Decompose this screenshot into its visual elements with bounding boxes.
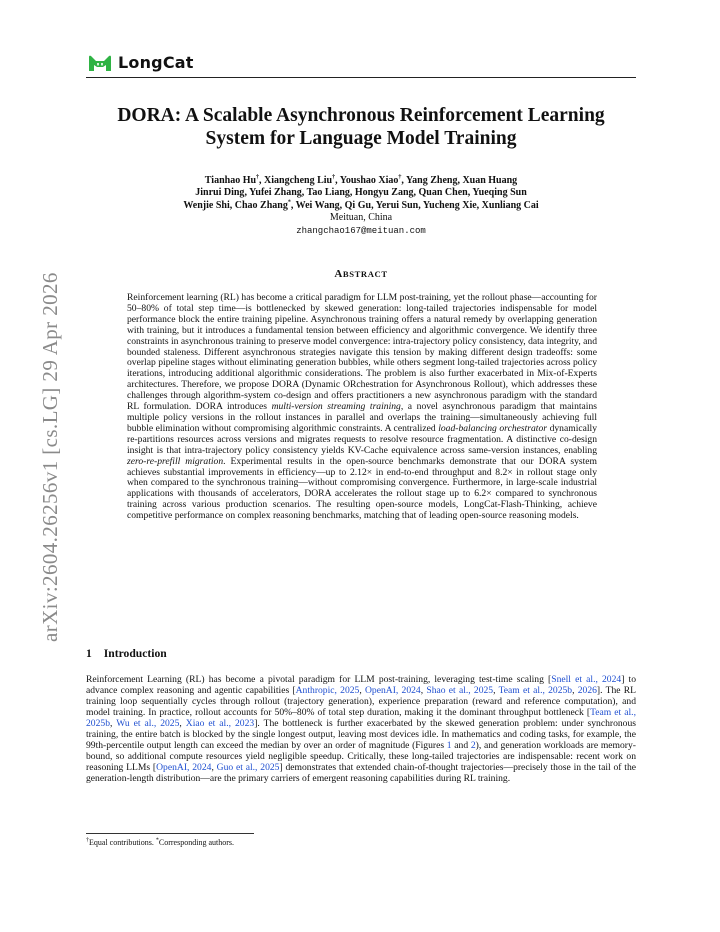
- footnote-text: Equal contributions.: [89, 838, 156, 847]
- citation-link[interactable]: 2: [470, 739, 476, 751]
- longcat-cat-icon: [88, 54, 112, 72]
- citation-link[interactable]: Team et al., 2025b: [86, 706, 636, 729]
- citation-link[interactable]: Shao et al., 2025: [426, 684, 494, 696]
- footnote-rule: [86, 833, 254, 834]
- citation-link[interactable]: 2026: [577, 684, 597, 696]
- header-rule: [86, 77, 636, 78]
- citation-link[interactable]: OpenAI, 2024: [156, 761, 212, 773]
- author-line: Jinrui Ding, Yufei Zhang, Tao Liang, Hongyu Zang, Quan Chen, Yueqing Sun: [195, 187, 527, 199]
- citation-link[interactable]: Xiao et al., 2023: [185, 717, 255, 729]
- body-text: , a novel asynchronous paradigm that maintains multiple policy versions in the rollout instances in parallel and overlaps the training—simultaneously achieving full bubble elimination without compromising algorithmic constraints. A centralized: [127, 401, 597, 434]
- body-text: ,: [420, 684, 427, 696]
- abstract-heading: [86, 268, 636, 280]
- footnote: [86, 838, 234, 847]
- abstract-paragraph: [127, 293, 597, 522]
- author-name: Tao Liang: [306, 187, 350, 199]
- citation-link[interactable]: Wu et al., 2025: [116, 717, 180, 729]
- paper-title: [86, 104, 636, 150]
- emphasis-text: load-balancing orchestrator: [438, 422, 548, 434]
- body-text: ] demonstrates that extended chain-of-thought trajectories—precisely those in the tail of the generation-length distribution—are the primary carriers of emergent reasoning capabilities during RL training.: [86, 761, 636, 784]
- author-name: Xiangcheng Liu: [264, 175, 333, 186]
- author-name: Wenjie Shi: [183, 199, 230, 211]
- author-name: Xunliang Cai: [481, 199, 539, 211]
- body-text: Reinforcement Learning (RL) has become a pivotal paradigm for LLM post-training, leveraging test-time scaling [: [86, 674, 552, 685]
- author-name: Hongyu Zang: [354, 187, 414, 199]
- abstract-heading-rest: BSTRACT: [342, 269, 388, 279]
- emphasis-text: multi-version streaming training: [271, 401, 401, 413]
- author-name: Youshao Xiao: [339, 175, 399, 186]
- author-name: Wei Wang: [295, 199, 340, 211]
- author-name: Tianhao Hu: [204, 175, 257, 186]
- body-text: ), and generation workloads are memory-bound, so additional compute resources yield negligible speedup. Critically, these long-tailed trajectories are indispensable: recent work on reasoning LLMs [: [86, 739, 636, 773]
- author-name: Yufei Zhang: [249, 187, 302, 199]
- citation-link[interactable]: Anthropic, 2025: [295, 684, 360, 696]
- body-text: ,: [493, 684, 499, 696]
- abstract-body: [127, 293, 597, 522]
- citation-link[interactable]: 1: [446, 739, 452, 751]
- body-text: . Experimental results in the open-source benchmarks demonstrate that our DORA system achieves substantial improvements in efficiency—up to 2.12× in end-to-end throughput and 8.2× in rollout stage only when compared to the synchronous training—without compromising convergence. Furthermore, in large-scale industrial applications with thousands of accelerators, DORA accelerates the rollout stage up to 6.2× compared to synchronous training across various production scenarios. The resulting open-source models, LongCat-Flash-Thinking, achieve competitive performance on complex reasoning benchmarks, matching that of leading open-source reasoning models.: [127, 455, 598, 522]
- section-number: 1: [86, 647, 92, 660]
- body-text: ] to advance complex reasoning and agentic capabilities [: [86, 674, 636, 696]
- paper-title-line: System for Language Model Training: [205, 128, 517, 149]
- section-title: Introduction: [103, 647, 167, 660]
- emphasis-text: zero-re-prefill migration: [127, 455, 224, 467]
- body-text: ]. The bottleneck is further exacerbated by the skewed generation problem: under synchronous training, the entire batch is blocked by the single longest output, leaving most devices idle. In mathematics and coding tasks, for example, the 99th-percentile output length can exceed the median by over an order of magnitude (Figures: [86, 717, 636, 751]
- citation-link[interactable]: Snell et al., 2024: [551, 674, 622, 685]
- author-name: Yueqing Sun: [472, 187, 527, 199]
- author-mark: †: [256, 174, 260, 181]
- footnote-mark: †: [86, 837, 89, 844]
- introduction-body: [86, 675, 636, 785]
- author-block: [86, 175, 636, 237]
- author-name: Xuan Huang: [462, 175, 518, 186]
- footnote-mark: *: [155, 837, 159, 844]
- introduction-paragraph: [86, 675, 636, 785]
- author-line: Wenjie Shi, Chao Zhang*, Wei Wang, Qi Gu, Yerui Sun, Yucheng Xie, Xunliang Cai: [183, 199, 539, 211]
- author-name: Yerui Sun: [375, 199, 419, 211]
- arxiv-stamp: arXiv:2604.26256v1 [cs.LG] 29 Apr 2026: [38, 272, 62, 642]
- author-name: Yang Zheng: [406, 175, 458, 186]
- body-text: and: [451, 739, 471, 751]
- author-mark: †: [332, 174, 336, 181]
- author-name: Yucheng Xie: [422, 199, 477, 211]
- author-mark: *: [287, 199, 291, 206]
- affiliation: Meituan, China: [329, 212, 393, 224]
- author-name: Quan Chen: [418, 187, 468, 199]
- footnote-text: Corresponding authors.: [158, 838, 234, 847]
- author-name: Chao Zhang: [234, 199, 288, 211]
- author-line: Tianhao Hu†, Xiangcheng Liu†, Youshao Xiao†, Yang Zheng, Xuan Huang: [204, 174, 518, 186]
- body-text: ,: [109, 717, 117, 729]
- paper-title-line: DORA: A Scalable Asynchronous Reinforcement Learning: [117, 105, 605, 126]
- section-heading-introduction: [86, 647, 167, 660]
- citation-link[interactable]: OpenAI, 2024: [365, 684, 421, 696]
- body-text: ,: [211, 761, 217, 773]
- citation-link[interactable]: Guo et al., 2025: [216, 761, 280, 773]
- body-text: ,: [359, 684, 365, 696]
- citation-link[interactable]: Team et al., 2025b: [498, 684, 573, 696]
- brand-name: LongCat: [118, 53, 194, 72]
- author-name: Jinrui Ding: [195, 187, 245, 199]
- abstract-heading-cap: A: [334, 268, 343, 280]
- author-name: Qi Gu: [344, 199, 372, 211]
- author-mark: †: [398, 174, 402, 181]
- body-text: ]. The RL training loop sequentially cycles through rollout (trajectory generation), experience preparation (reward and reference computation), and model training. In practice, rollout accounts for 50%–80% of total step duration, making it the dominant throughput bottleneck [: [86, 684, 636, 718]
- author-email[interactable]: zhangchao167@meituan.com: [296, 225, 426, 236]
- longcat-logo: [88, 53, 194, 72]
- body-text: ,: [179, 717, 186, 729]
- body-text: ,: [572, 684, 578, 696]
- body-text: dynamically re-partitions resources across versions and migrates requests to resolve resource fragmentation. A distinctive co-design insight is that intra-trajectory policy consistency yields KV-Cache equivalence across same-version instances, enabling: [127, 422, 598, 456]
- author-lines: [86, 175, 636, 212]
- body-text: Reinforcement learning (RL) has become a critical paradigm for LLM post-training, yet the rollout phase—accounting for 50–80% of total step time—is bottlenecked by skewed generation: long-tailed trajectories indispensable for model performance block the entire training pipeline. Asynchronous training offers a natural remedy by overlapping generation with training, but it introduces a fundamental tension between efficiency and algorithmic convergence. We identify three constraints in asynchronous training to preserve model convergence: intra-trajectory policy consistency, data integrity, and bounded staleness. Different asynchronous strategies navigate this tension by making different design tradeoffs: some overlap pipeline stages without eliminating generation bubbles, while others segment long-tailed trajectories across policy iterations, introducing additional algorithmic considerations. The problem is also further exacerbated in Mix-of-Experts architectures. Therefore, we propose DORA (Dynamic ORchestration for Asynchronous Rollout), which addresses these challenges through algorithm-system co-design and offers practitioners a new asynchronous paradigm with the standard RL formulation. DORA introduces: [127, 292, 597, 413]
